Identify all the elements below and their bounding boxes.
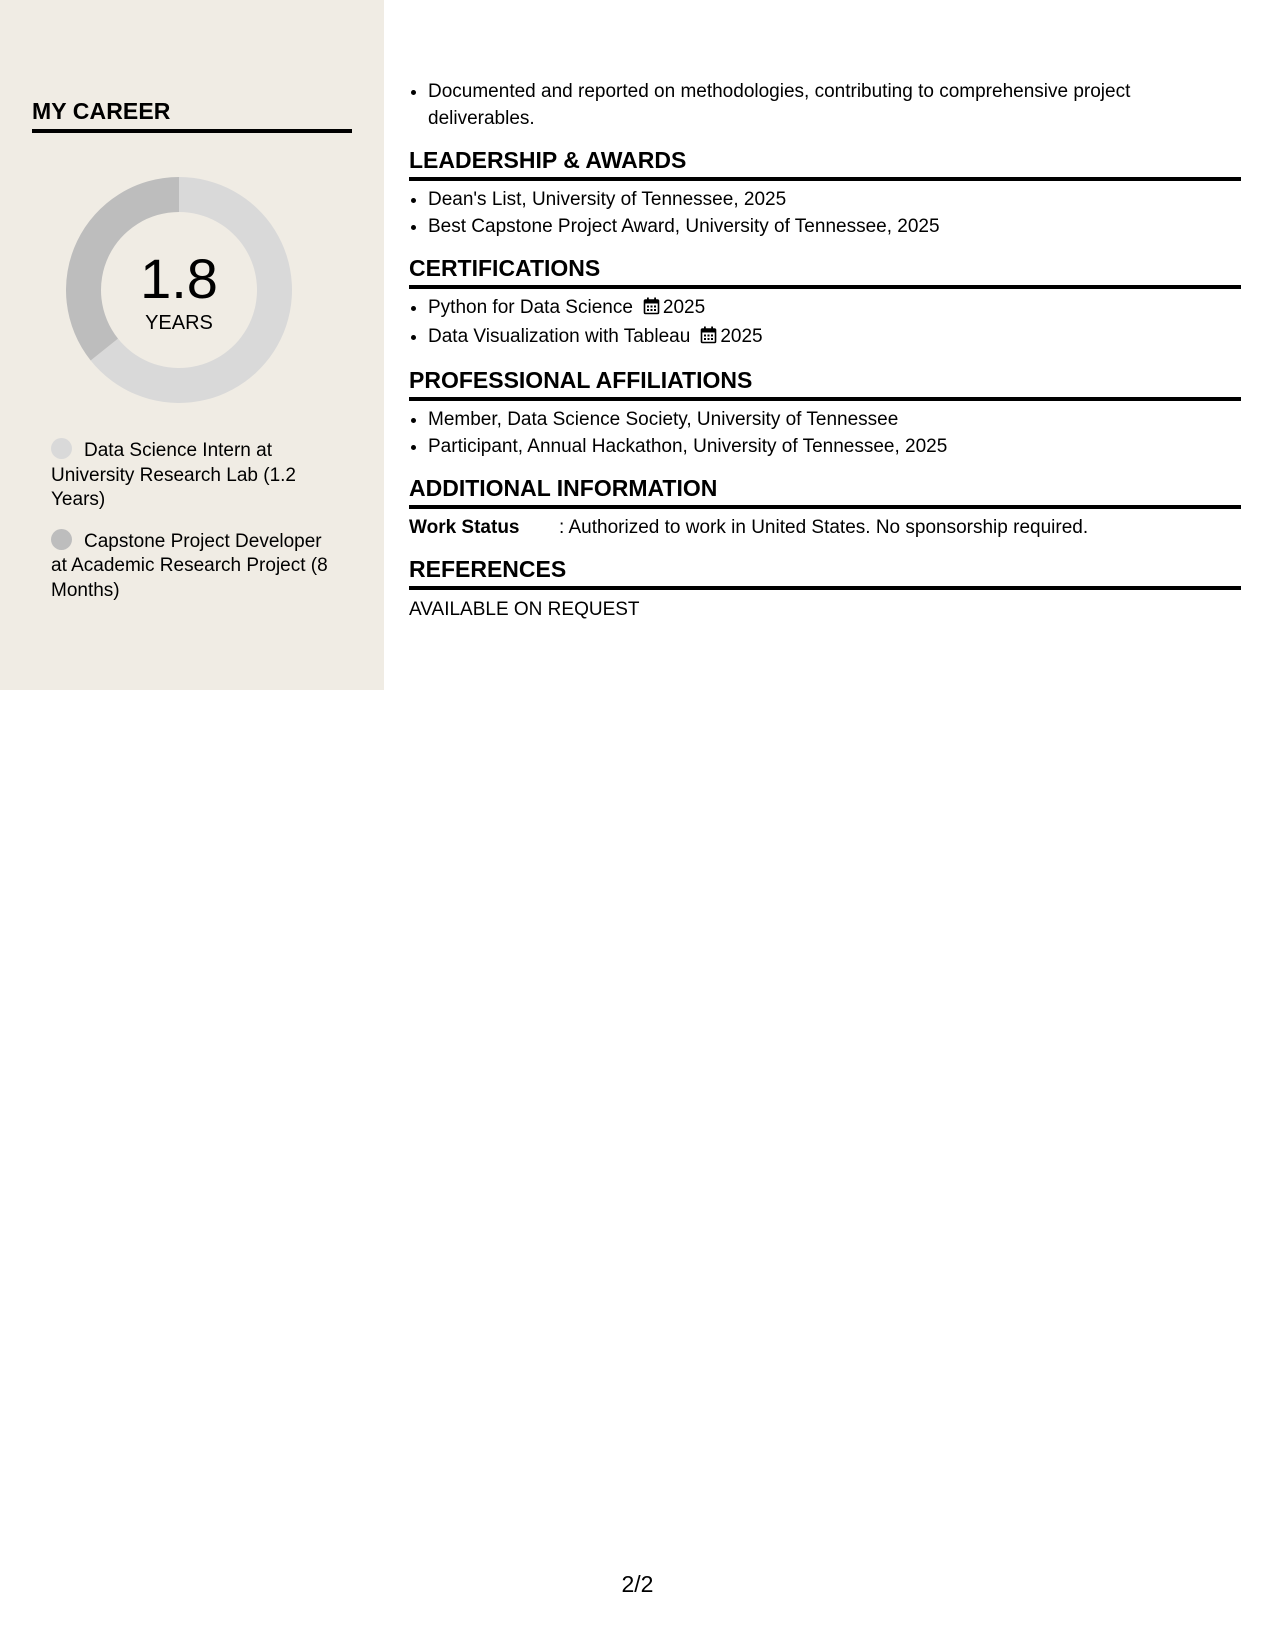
legend-item bbox=[51, 529, 336, 604]
leadership-heading: LEADERSHIP & AWARDS bbox=[409, 146, 1241, 181]
references-heading: REFERENCES bbox=[409, 555, 1241, 590]
legend-item bbox=[51, 438, 336, 513]
affiliations-list bbox=[409, 406, 1241, 460]
list-item bbox=[428, 323, 1241, 352]
list-item: • Documented and reported on methodologies, contributing to comprehensive project deliverables. bbox=[428, 78, 1241, 132]
certification-year: 2025 bbox=[662, 297, 706, 318]
career-legend bbox=[51, 438, 336, 619]
legend-swatch bbox=[51, 529, 72, 550]
experience-bullets bbox=[409, 78, 1241, 132]
page-number: 2/2 bbox=[621, 1571, 654, 1597]
list-item: • Participant, Annual Hackathon, University of Tennessee, 2025 bbox=[428, 433, 1241, 460]
work-status-row bbox=[409, 514, 1241, 541]
legend-swatch bbox=[51, 438, 72, 459]
certifications-list bbox=[409, 294, 1241, 352]
section-divider bbox=[32, 129, 352, 133]
certification-year: 2025 bbox=[720, 326, 763, 347]
certifications-heading: CERTIFICATIONS bbox=[409, 254, 1241, 289]
calendar-icon bbox=[643, 296, 660, 323]
list-item: • Best Capstone Project Award, University of Tennessee, 2025 bbox=[428, 213, 1241, 240]
career-section-title: MY CAREER bbox=[32, 98, 171, 124]
certification-name: Python for Data Science bbox=[428, 297, 633, 318]
total-years-value: 1.8 bbox=[140, 247, 218, 310]
list-item bbox=[428, 294, 1241, 323]
legend-label: Data Science Intern at University Research Lab (1.2 Years) bbox=[51, 440, 296, 510]
calendar-icon bbox=[700, 325, 717, 352]
additional-info-heading: ADDITIONAL INFORMATION bbox=[409, 474, 1241, 509]
certification-name: Data Visualization with Tableau bbox=[428, 326, 691, 347]
work-status-label: Work Status bbox=[409, 517, 520, 538]
references-text: AVAILABLE ON REQUEST bbox=[409, 599, 640, 620]
total-years-unit: YEARS bbox=[145, 312, 213, 334]
legend-label: Capstone Project Developer at Academic Research Project (8 Months) bbox=[51, 530, 328, 601]
list-item: • Dean's List, University of Tennessee, 2025 bbox=[428, 186, 1241, 213]
work-status-value: : Authorized to work in United States. No sponsorship required. bbox=[559, 517, 1089, 538]
affiliations-heading: PROFESSIONAL AFFILIATIONS bbox=[409, 366, 1241, 401]
list-item: • Member, Data Science Society, University of Tennessee bbox=[428, 406, 1241, 433]
resume-main-column bbox=[409, 78, 1241, 623]
career-sidebar bbox=[0, 0, 384, 690]
leadership-list bbox=[409, 186, 1241, 240]
